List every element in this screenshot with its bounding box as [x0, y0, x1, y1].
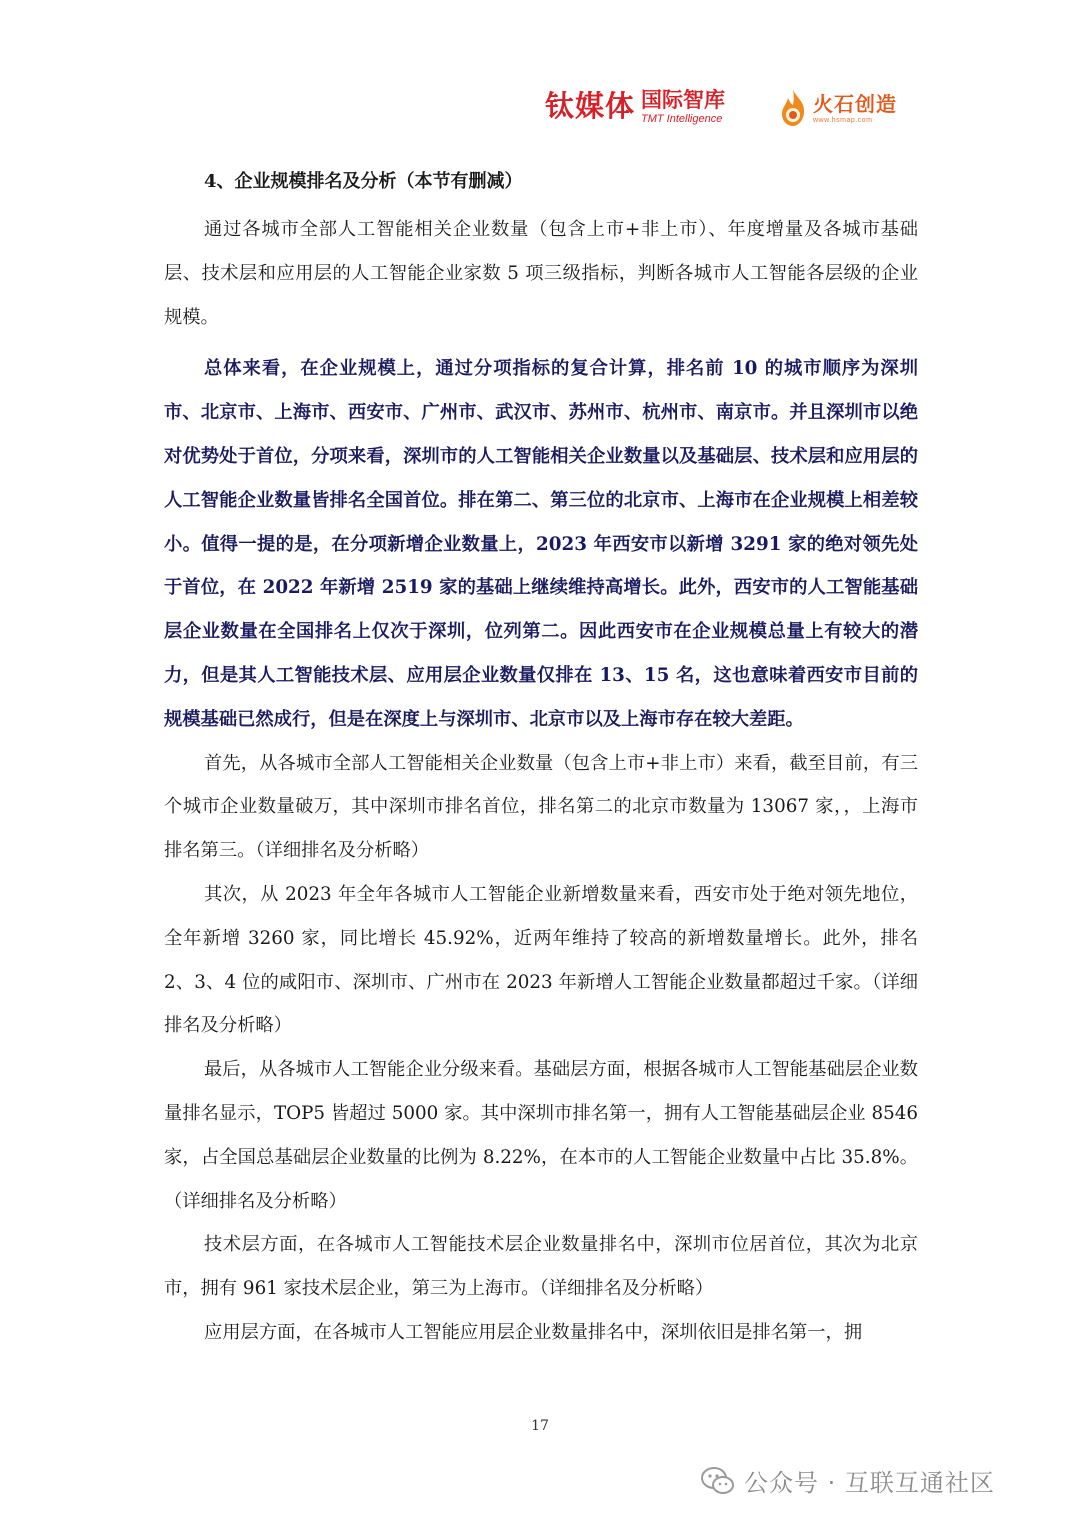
tmt-logo-en: TMT Intelligence	[641, 113, 723, 125]
paragraph-tech-layer: 技术层方面，在各城市人工智能技术层企业数量排名中，深圳市位居首位，其次为北京市，拥有 961 家技术层企业，第三为上海市。（详细排名及分析略）	[164, 1234, 918, 1300]
hs-logo-cn: 火石创造	[813, 91, 897, 116]
flame-icon	[777, 88, 809, 128]
paragraph-intro: 通过各城市全部人工智能相关企业数量（包含上市+非上市）、年度增量及各城市基础层、技术层和应用层的人工智能企业家数 5 项三级指标，判断各城市人工智能各层级的企业规模。	[164, 219, 918, 328]
paragraph-last-basic: 最后，从各城市人工智能企业分级来看。基础层方面，根据各城市人工智能基础层企业数量排名显示，TOP5 皆超过 5000 家。其中深圳市排名第一，拥有人工智能基础层企业 8546 家，占全国总基础层企业数量的比例为 8.22%，在本市的人工智能企业数量中占比 35.8%。（详细排名及分析略）	[164, 1059, 918, 1212]
hs-logo-url: www.hsmap.com	[813, 116, 873, 124]
paragraph-first: 首先，从各城市全部人工智能相关企业数量（包含上市+非上市）来看，截至目前，有三个城市企业数量破万，其中深圳市排名首位，排名第二的北京市数量为 13067 家，，上海市排名第三。（详细排名及分析略）	[164, 752, 918, 862]
paragraph-app-layer: 应用层方面，在各城市人工智能应用层企业数量排名中，深圳依旧是排名第一，拥	[204, 1321, 863, 1343]
tmt-logo-cn: 钛媒体	[545, 89, 636, 123]
document-body	[164, 166, 918, 1355]
paragraph-second: 其次，从 2023 年全年各城市人工智能企业新增数量来看，西安市处于绝对领先地位，全年新增 3260 家，同比增长 45.92%，近两年维持了较高的新增数量增长。此外，排名 2、3、4 位的咸阳市、深圳市、广州市在 2023 年新增人工智能企业数量都超过千家。（详细排名及分析略）	[164, 883, 918, 1037]
watermark-text: 公众号 · 互联互通社区	[744, 1469, 995, 1497]
wechat-watermark	[700, 1463, 995, 1498]
page-number: 17	[531, 1418, 549, 1434]
tmt-intelligence-logo	[545, 88, 725, 126]
page-header	[545, 88, 915, 136]
section-title: 4、企业规模排名及分析（本节有删减）	[204, 171, 523, 192]
paragraph-summary-bold: 总体来看，在企业规模上，通过分项指标的复合计算，排名前 10 的城市顺序为深圳市、北京市、上海市、西安市、广州市、武汉市、苏州市、杭州市、南京市。并且深圳市以绝对优势处于首位，分项来看，深圳市的人工智能相关企业数量以及基础层、技术层和应用层的人工智能企业数量皆排名全国首位。排在第二、第三位的北京市、上海市在企业规模上相差较小。值得一提的是，在分项新增企业数量上，2023 年西安市以新增 3291 家的绝对领先处于首位，在 2022 年新增 2519 家的基础上继续维持高增长。此外，西安市的人工智能基础层企业数量在全国排名上仅次于深圳，位列第二。因此西安市在企业规模总量上有较大的潜力，但是其人工智能技术层、应用层企业数量仅排在 13、15 名，这也意味着西安市目前的规模基础已然成行，但是在深度上与深圳市、北京市以及上海市存在较大差距。	[164, 358, 918, 730]
tmt-logo-sub: 国际智库	[641, 88, 726, 112]
hs-logo	[777, 88, 897, 128]
wechat-icon	[700, 1466, 736, 1496]
